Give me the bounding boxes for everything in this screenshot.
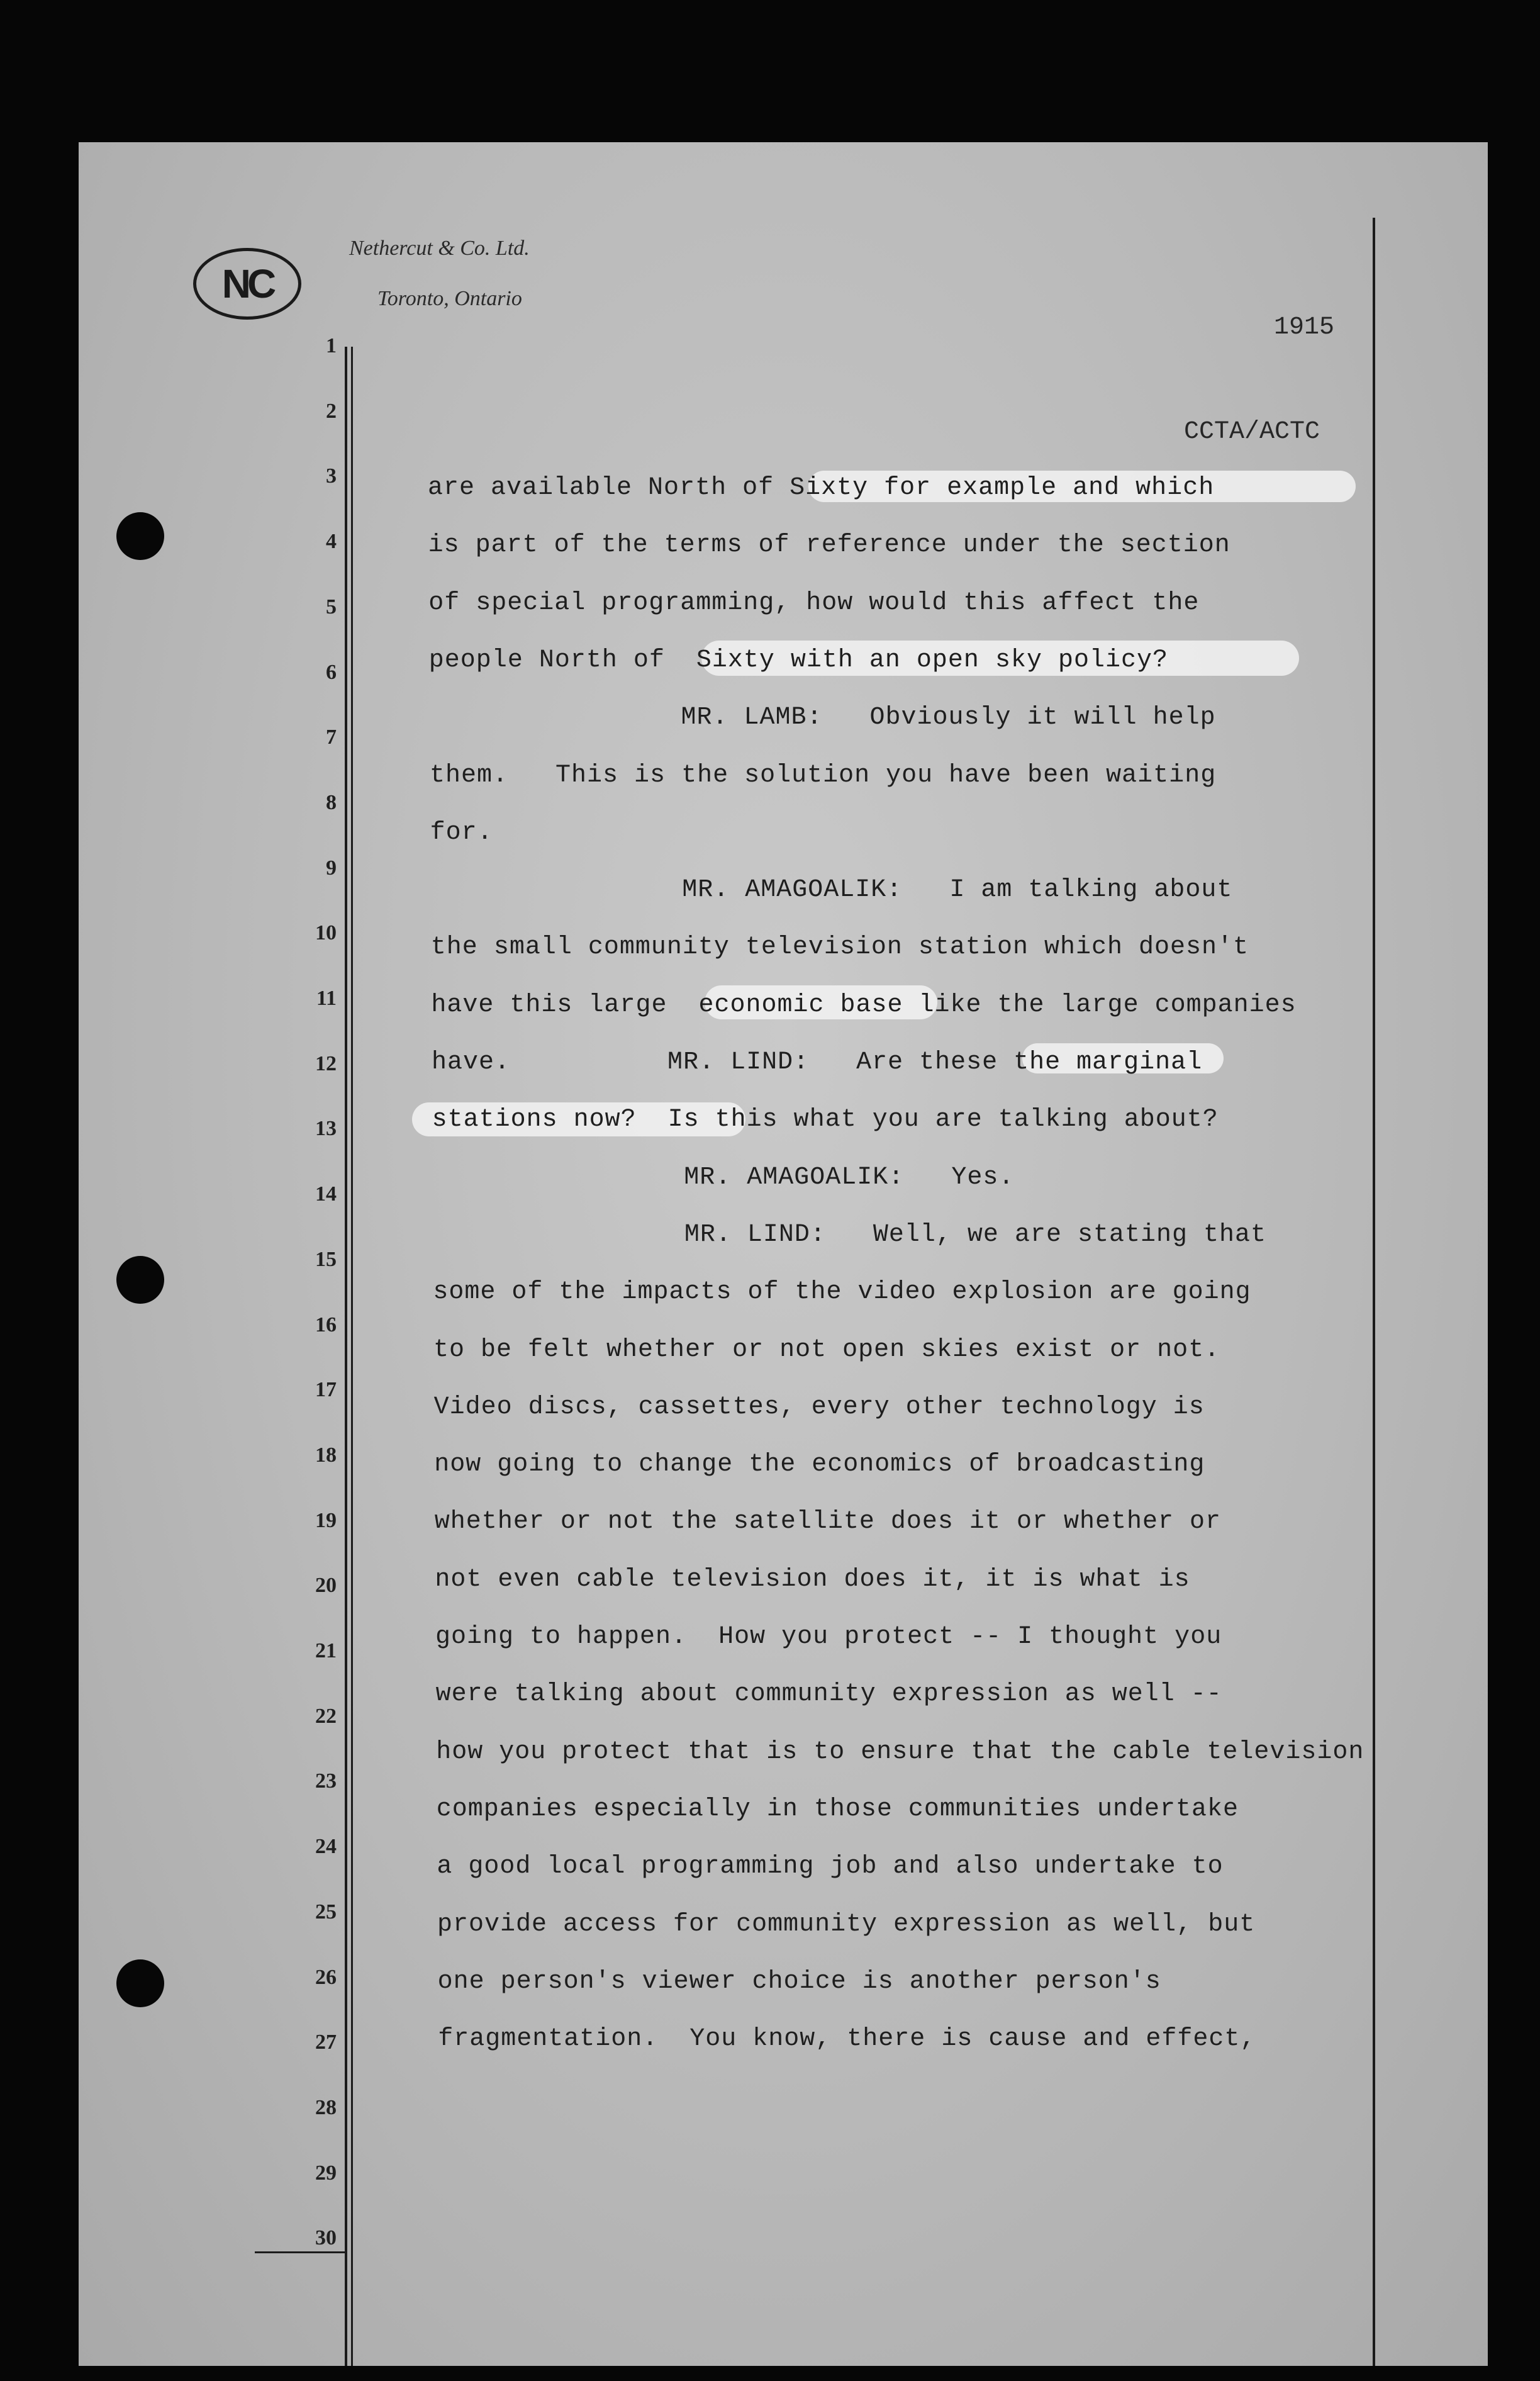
- line-number: 26: [315, 1965, 337, 1989]
- line-number: 9: [326, 856, 337, 880]
- transcript-line: some of the impacts of the video explosion are going: [433, 1278, 1251, 1307]
- transcript-line: MR. LIND: Well, we are stating that: [432, 1220, 1267, 1249]
- transcript-line: the small community television station which doesn't: [430, 933, 1249, 962]
- binder-hole: [116, 1959, 164, 2007]
- transcript-line: now going to change the economics of broadcasting: [434, 1450, 1205, 1479]
- line-number: 7: [326, 726, 337, 749]
- line-number: 29: [315, 2161, 337, 2185]
- line-number: 11: [316, 987, 337, 1010]
- transcript-line: MR. LAMB: Obviously it will help: [429, 703, 1216, 732]
- transcript-line: a good local programming job and also undertake to: [437, 1852, 1224, 1881]
- transcript-line: companies especially in those communities undertake: [436, 1795, 1239, 1824]
- transcript-line: how you protect that is to ensure that the cable television: [436, 1737, 1364, 1766]
- line-number: 27: [315, 2031, 337, 2054]
- transcript-page: [79, 142, 1488, 2366]
- transcript-line: for.: [430, 818, 493, 847]
- line-number: 15: [315, 1247, 337, 1271]
- binder-hole: [116, 512, 164, 560]
- line-number: 4: [326, 530, 337, 554]
- line-number: 16: [315, 1313, 337, 1336]
- bottom-rule: [255, 2251, 346, 2253]
- line-number: 28: [315, 2095, 337, 2119]
- transcript-line: of special programming, how would this affect the: [428, 588, 1200, 617]
- transcript-line: MR. AMAGOALIK: I am talking about: [430, 876, 1233, 905]
- page-number: 1915: [1274, 313, 1335, 342]
- transcript-line: them. This is the solution you have been waiting: [430, 761, 1217, 790]
- line-number: 3: [326, 464, 337, 488]
- header-code: CCTA/ACTC: [1184, 418, 1320, 446]
- line-number: 1: [326, 334, 337, 357]
- margin-line: [345, 347, 347, 2366]
- line-number: 5: [326, 595, 337, 619]
- transcript-line: people North of Sixty with an open sky policy?: [428, 646, 1168, 675]
- line-number: 6: [326, 660, 337, 684]
- transcript-line: whether or not the satellite does it or whether or: [434, 1508, 1221, 1537]
- company-logo: NC: [193, 248, 301, 320]
- line-number: 2: [326, 399, 337, 423]
- line-number: 20: [315, 1574, 337, 1598]
- transcript-line: Video discs, cassettes, every other technology is: [433, 1392, 1205, 1421]
- company-name: Nethercut & Co. Ltd.: [349, 237, 530, 260]
- transcript-line: stations now? Is this what you are talking about?: [432, 1106, 1219, 1134]
- line-number: 19: [315, 1508, 337, 1532]
- line-number: 22: [315, 1704, 337, 1728]
- binder-hole: [116, 1256, 164, 1304]
- transcript-line: MR. AMAGOALIK: Yes.: [432, 1163, 1015, 1192]
- line-number: 23: [315, 1769, 337, 1793]
- transcript-line: one person's viewer choice is another person's: [437, 1967, 1161, 1996]
- line-number: 14: [315, 1182, 337, 1206]
- transcript-line: provide access for community expression as well, but: [437, 1910, 1256, 1939]
- transcript-line: to be felt whether or not open skies exist or not.: [433, 1335, 1220, 1364]
- transcript-line: have. MR. LIND: Are these the marginal: [432, 1048, 1203, 1077]
- line-number: 13: [315, 1117, 337, 1141]
- line-number: 8: [326, 790, 337, 814]
- transcript-line: going to happen. How you protect -- I thought you: [435, 1623, 1222, 1651]
- margin-line: [351, 347, 353, 2366]
- transcript-line: is part of the terms of reference under the section: [428, 531, 1230, 560]
- transcript-line: are available North of Sixty for example and which: [428, 474, 1215, 502]
- transcript-line: were talking about community expression as well --: [435, 1680, 1222, 1709]
- line-number: 21: [315, 1639, 337, 1662]
- right-border-line: [1373, 218, 1375, 2366]
- line-number: 24: [315, 1835, 337, 1859]
- transcript-line: fragmentation. You know, there is cause and effect,: [438, 2025, 1256, 2054]
- transcript-line: have this large economic base like the large companies: [431, 990, 1297, 1019]
- line-number: 17: [315, 1378, 337, 1402]
- line-number: 30: [315, 2226, 337, 2250]
- line-number: 18: [315, 1443, 337, 1467]
- line-number: 25: [315, 1900, 337, 1924]
- transcript-line: not even cable television does it, it is what is: [435, 1565, 1190, 1594]
- company-city: Toronto, Ontario: [377, 287, 522, 310]
- line-number: 12: [315, 1051, 337, 1075]
- line-number: 10: [315, 921, 337, 945]
